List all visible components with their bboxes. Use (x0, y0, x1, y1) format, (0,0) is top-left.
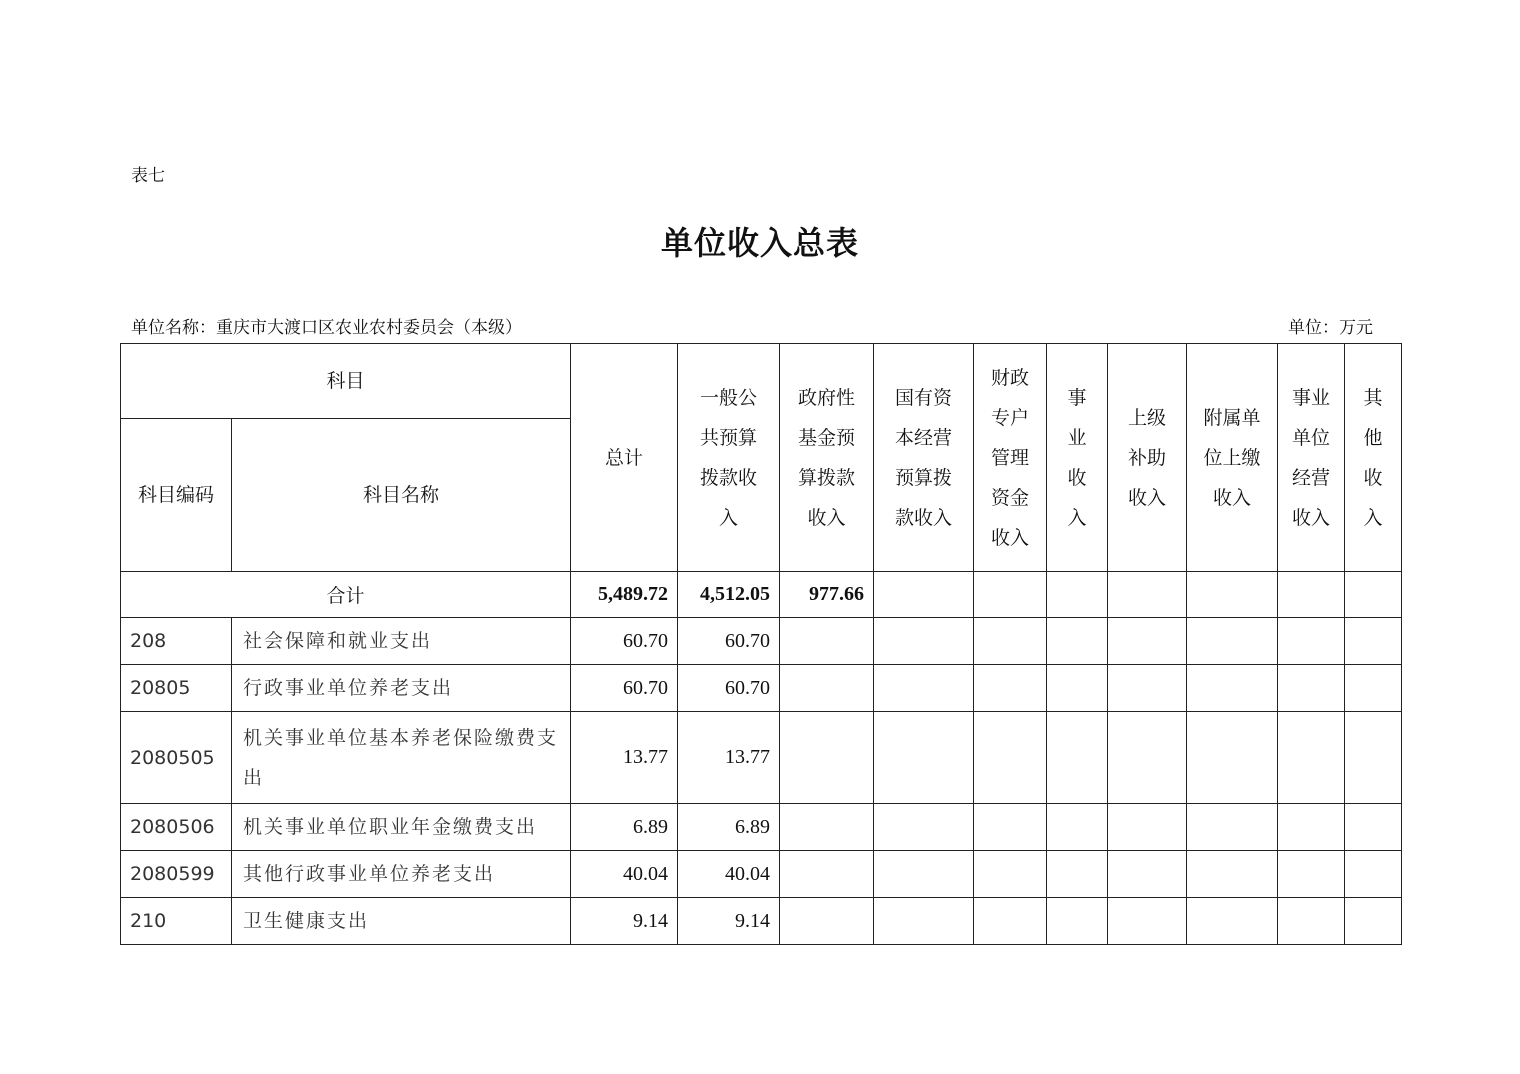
empty-cell (1108, 804, 1187, 851)
empty-cell (1108, 572, 1187, 618)
header-line: 共预算 (699, 426, 757, 449)
header-line: 业 (1067, 426, 1087, 449)
header-state-capital (874, 344, 974, 572)
header-superior-subsidy (1108, 344, 1187, 572)
header-total: 总计 (571, 344, 678, 572)
income-summary-table (120, 343, 1402, 945)
empty-cell (1278, 618, 1345, 665)
empty-cell (874, 712, 974, 804)
empty-cell (1345, 572, 1402, 618)
empty-cell (1187, 618, 1278, 665)
empty-cell (780, 898, 874, 945)
header-line: 收 (1067, 466, 1087, 489)
name-cell: 卫生健康支出 (232, 898, 571, 945)
header-line: 补助 (1127, 446, 1166, 469)
header-line: 款收入 (894, 506, 952, 529)
header-line: 算拨款 (797, 466, 855, 489)
header-line: 位上缴 (1203, 446, 1261, 469)
code-cell: 2080599 (121, 851, 232, 898)
empty-cell (1047, 898, 1108, 945)
empty-cell (1278, 665, 1345, 712)
unit-label: 单位：万元 (1288, 318, 1373, 338)
header-line: 政府性 (797, 386, 855, 409)
header-line: 入 (718, 506, 738, 529)
empty-cell (1278, 851, 1345, 898)
total-cell: 9.14 (571, 898, 678, 945)
header-code: 科目编码 (121, 419, 232, 572)
empty-cell (1187, 851, 1278, 898)
header-line: 收入 (1291, 506, 1330, 529)
table-row (121, 851, 1402, 898)
empty-cell (1345, 665, 1402, 712)
empty-cell (1345, 851, 1402, 898)
empty-cell (1187, 712, 1278, 804)
empty-cell (1187, 804, 1278, 851)
header-line: 事业 (1291, 386, 1330, 409)
empty-cell (974, 712, 1047, 804)
empty-cell (780, 618, 874, 665)
table-row (121, 712, 1402, 804)
empty-cell (1345, 898, 1402, 945)
header-line: 资金 (990, 486, 1029, 509)
header-line: 一般公 (699, 386, 757, 409)
empty-cell (1108, 618, 1187, 665)
table-row (121, 665, 1402, 712)
empty-cell (1108, 712, 1187, 804)
header-line: 收 (1363, 466, 1383, 489)
empty-cell (1278, 898, 1345, 945)
header-business (1047, 344, 1108, 572)
empty-cell (1278, 572, 1345, 618)
empty-cell (1047, 804, 1108, 851)
header-affiliated (1187, 344, 1278, 572)
header-line: 入 (1363, 506, 1383, 529)
empty-cell (874, 851, 974, 898)
table-row (121, 898, 1402, 945)
empty-cell (1345, 804, 1402, 851)
code-cell: 210 (121, 898, 232, 945)
header-line: 财政 (990, 366, 1029, 389)
empty-cell (1187, 898, 1278, 945)
header-line: 收入 (807, 506, 846, 529)
total-row (121, 572, 1402, 618)
table-row (121, 618, 1402, 665)
general-cell: 60.70 (678, 618, 780, 665)
code-cell: 20805 (121, 665, 232, 712)
header-line: 专户 (990, 406, 1029, 429)
header-line: 事 (1067, 386, 1087, 409)
header-line: 拨款收 (699, 466, 757, 489)
empty-cell (1108, 898, 1187, 945)
general-cell: 40.04 (678, 851, 780, 898)
empty-cell (974, 665, 1047, 712)
empty-cell (780, 851, 874, 898)
name-cell: 机关事业单位基本养老保险缴费支出 (232, 712, 571, 804)
empty-cell (1187, 572, 1278, 618)
code-cell: 2080506 (121, 804, 232, 851)
header-line: 本经营 (894, 426, 952, 449)
general-cell: 6.89 (678, 804, 780, 851)
empty-cell (874, 804, 974, 851)
header-line: 附属单 (1203, 406, 1261, 429)
gov-fund-cell: 977.66 (780, 572, 874, 618)
general-cell: 60.70 (678, 665, 780, 712)
header-line: 收入 (1212, 486, 1251, 509)
empty-cell (780, 665, 874, 712)
code-cell: 208 (121, 618, 232, 665)
total-cell: 40.04 (571, 851, 678, 898)
empty-cell (874, 665, 974, 712)
total-cell: 5,489.72 (571, 572, 678, 618)
header-fiscal-special (974, 344, 1047, 572)
empty-cell (1187, 665, 1278, 712)
header-line: 单位 (1291, 426, 1330, 449)
code-cell: 2080505 (121, 712, 232, 804)
empty-cell (1345, 618, 1402, 665)
table-row (121, 804, 1402, 851)
empty-cell (780, 804, 874, 851)
empty-cell (1108, 851, 1187, 898)
name-cell: 其他行政事业单位养老支出 (232, 851, 571, 898)
header-line: 入 (1067, 506, 1087, 529)
header-line: 收入 (1127, 486, 1166, 509)
empty-cell (874, 898, 974, 945)
total-cell: 60.70 (571, 618, 678, 665)
empty-cell (874, 618, 974, 665)
header-line: 上级 (1127, 406, 1166, 429)
header-line: 国有资 (894, 386, 952, 409)
empty-cell (780, 712, 874, 804)
total-label: 合计 (121, 572, 571, 618)
empty-cell (1047, 851, 1108, 898)
name-cell: 行政事业单位养老支出 (232, 665, 571, 712)
empty-cell (1047, 665, 1108, 712)
empty-cell (974, 572, 1047, 618)
header-line: 他 (1363, 426, 1383, 449)
general-cell: 4,512.05 (678, 572, 780, 618)
header-gov-fund (780, 344, 874, 572)
empty-cell (1047, 572, 1108, 618)
header-line: 管理 (990, 446, 1029, 469)
header-general-budget (678, 344, 780, 572)
header-line: 基金预 (797, 426, 855, 449)
empty-cell (1345, 712, 1402, 804)
general-cell: 13.77 (678, 712, 780, 804)
page-title: 单位收入总表 (660, 224, 859, 262)
unit-name-label: 单位名称：重庆市大渡口区农业农村委员会（本级） (131, 318, 522, 338)
empty-cell (1108, 665, 1187, 712)
name-cell: 社会保障和就业支出 (232, 618, 571, 665)
empty-cell (1278, 712, 1345, 804)
header-other (1345, 344, 1402, 572)
header-line: 其 (1363, 386, 1383, 409)
empty-cell (1047, 712, 1108, 804)
empty-cell (974, 618, 1047, 665)
header-line: 收入 (990, 526, 1029, 549)
empty-cell (974, 898, 1047, 945)
header-line: 预算拨 (894, 466, 952, 489)
header-name: 科目名称 (232, 419, 571, 572)
total-cell: 60.70 (571, 665, 678, 712)
general-cell: 9.14 (678, 898, 780, 945)
empty-cell (974, 851, 1047, 898)
total-cell: 6.89 (571, 804, 678, 851)
name-cell: 机关事业单位职业年金缴费支出 (232, 804, 571, 851)
empty-cell (1278, 804, 1345, 851)
empty-cell (1047, 618, 1108, 665)
header-operating (1278, 344, 1345, 572)
table-number: 表七 (131, 166, 165, 186)
header-line: 经营 (1291, 466, 1330, 489)
total-cell: 13.77 (571, 712, 678, 804)
header-subject: 科目 (121, 344, 571, 419)
empty-cell (974, 804, 1047, 851)
empty-cell (874, 572, 974, 618)
